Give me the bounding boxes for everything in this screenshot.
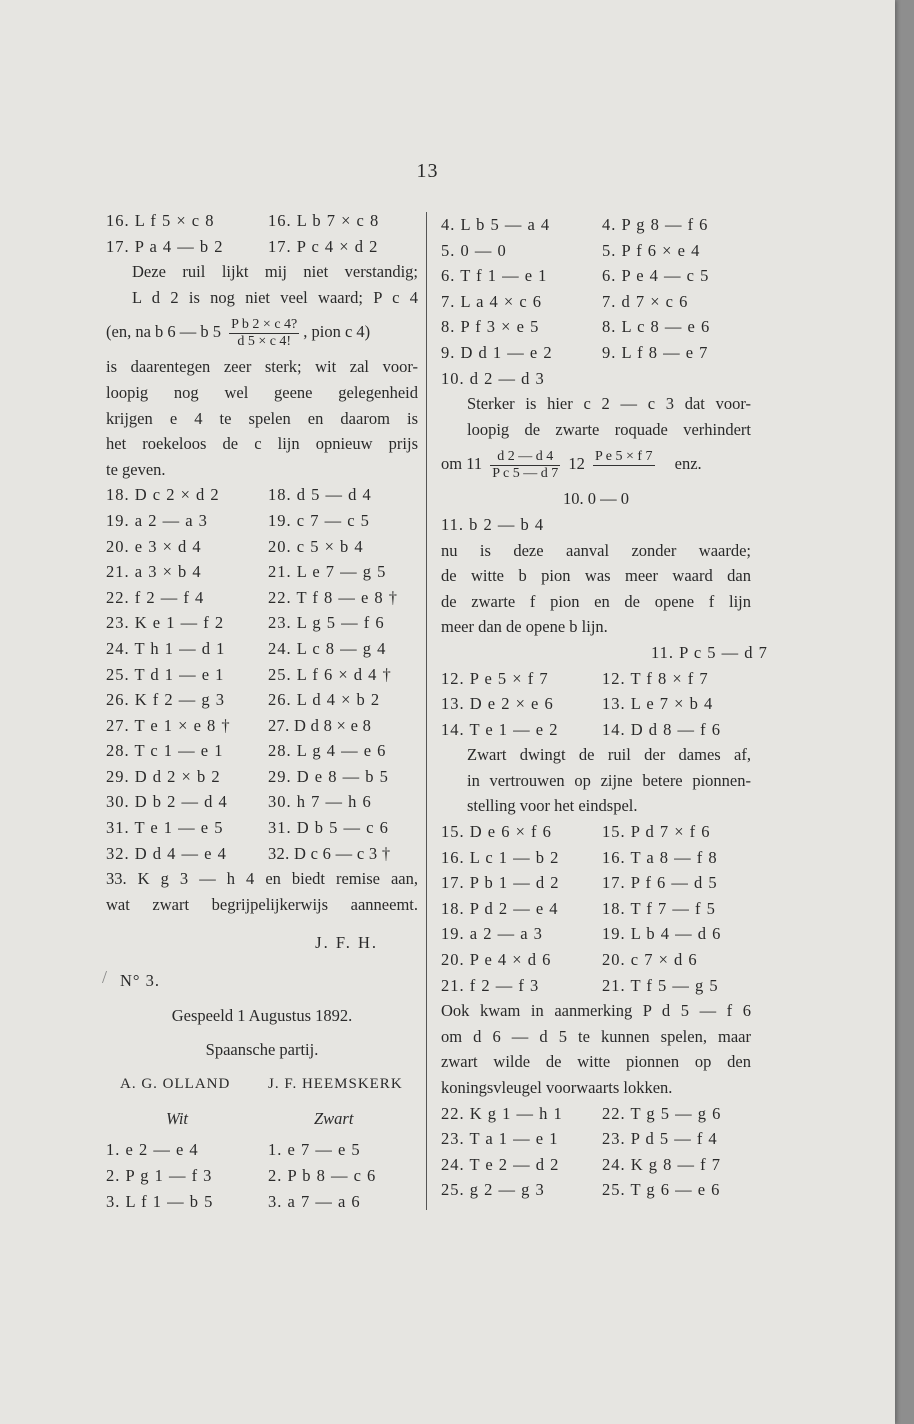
sides <box>106 1101 418 1137</box>
fraction-prefix: (en, na b 6 — b 5 <box>106 322 222 342</box>
text-line: zwart wilde de witte pionnen op den <box>441 1052 751 1072</box>
move-row <box>441 921 751 947</box>
black-move: 22. T g 5 — g 6 <box>602 1103 722 1123</box>
white-move: 26. K f 2 — g 3 <box>106 690 226 710</box>
fraction-numerator: P e 5 × f 7 <box>594 449 653 465</box>
move-row <box>106 738 418 764</box>
signature: J. F. H. <box>315 933 378 953</box>
black-move: 28. L g 4 — e 6 <box>268 741 387 761</box>
black-move: 1. e 7 — e 5 <box>268 1140 361 1160</box>
player-black: J. F. HEEMSKERK <box>268 1076 403 1093</box>
text-line: Sterker is hier c 2 — c 3 dat voor- <box>467 394 751 414</box>
moves-4-10 <box>441 212 751 391</box>
text-line: wat zwart begrijpelijkerwijs aanneemt. <box>106 894 418 914</box>
move-row <box>441 1152 751 1178</box>
pencil-mark-icon: / <box>102 967 109 988</box>
move-row <box>106 713 418 739</box>
text-line: te geven. <box>106 459 166 479</box>
move-row <box>106 815 418 841</box>
black-move: 17. P f 6 — d 5 <box>602 873 718 893</box>
move-row <box>106 559 418 585</box>
white-move: 12. P e 5 × f 7 <box>441 668 549 688</box>
black-move: 6. P e 4 — c 5 <box>602 266 710 286</box>
white-move: 5. 0 — 0 <box>441 240 507 260</box>
text-line: is daarentegen zeer sterk; wit zal voor- <box>106 357 418 377</box>
white-move: 2. P g 1 — f 3 <box>106 1166 213 1186</box>
text-line: L d 2 is nog niet veel waard; P c 4 <box>132 287 418 307</box>
white-move: 32. D d 4 — e 4 <box>106 843 227 863</box>
fraction-denominator <box>593 466 655 482</box>
move-row <box>441 238 751 264</box>
black-move: 19. c 7 — c 5 <box>268 510 370 530</box>
white-move: 11. b 2 — b 4 <box>441 514 545 534</box>
page-number: 13 <box>416 160 439 182</box>
fraction <box>229 317 299 350</box>
fraction <box>490 449 560 482</box>
commentary-sterker <box>441 391 751 442</box>
text-line: krijgen e 4 te spelen en daarom is <box>106 408 418 428</box>
text-line: de zwarte f pion en de opene f lijn <box>441 591 751 611</box>
black-move: 29. D e 8 — b 5 <box>268 766 389 786</box>
move-row <box>106 636 418 662</box>
black-move: 17. P c 4 × d 2 <box>268 236 379 256</box>
fraction-suffix: , pion c 4) <box>303 322 371 342</box>
white-move: 10. d 2 — d 3 <box>441 368 545 388</box>
final-move-text <box>106 866 418 917</box>
move-row <box>441 973 751 999</box>
white-move: 21. f 2 — f 3 <box>441 975 540 995</box>
fraction-suffix: enz. <box>674 454 702 474</box>
black-move: 5. P f 6 × e 4 <box>602 240 701 260</box>
white-move: 6. T f 1 — e 1 <box>441 266 548 286</box>
white-move: 31. T e 1 — e 5 <box>106 818 224 838</box>
moves-12-14 <box>441 666 751 743</box>
white-move: 16. L f 5 × c 8 <box>106 211 215 230</box>
move-row <box>106 208 418 234</box>
move-row <box>106 764 418 790</box>
black-move: 21. L e 7 — g 5 <box>268 562 387 582</box>
fraction-denominator: d 5 × c 4! <box>237 334 292 350</box>
white-move: 20. P e 4 × d 6 <box>441 950 552 970</box>
moves-16-17 <box>106 208 418 259</box>
left-column <box>102 208 418 1214</box>
move-row <box>441 896 751 922</box>
fraction-numerator: d 2 — d 4 <box>490 449 560 466</box>
white-move: 28. T c 1 — e 1 <box>106 741 224 761</box>
commentary-continued <box>106 354 418 482</box>
move-row <box>106 1137 418 1163</box>
text-line: Deze ruil lijkt mij niet verstandig; <box>132 262 418 282</box>
move-row <box>106 610 418 636</box>
black-move: 31. D b 5 — c 6 <box>268 818 389 838</box>
move-row <box>441 947 751 973</box>
move-row <box>106 841 418 867</box>
white-move: 3. L f 1 — b 5 <box>106 1191 214 1211</box>
black-move: 23. P d 5 — f 4 <box>602 1129 718 1149</box>
black-move: 25. L f 6 × d 4 † <box>268 664 392 684</box>
game-number <box>102 963 418 999</box>
move-row <box>106 687 418 713</box>
black-move: 22. T f 8 — e 8 † <box>268 587 399 607</box>
text-line: loopig nog wel geene gelegenheid <box>106 382 418 402</box>
move-row <box>441 717 751 743</box>
move-row <box>106 585 418 611</box>
text-line: 33. K g 3 — h 4 en biedt remise aan, <box>106 869 418 889</box>
move-row <box>441 366 751 392</box>
text-line: nu is deze aanval zonder waarde; <box>441 540 751 560</box>
text-line: stelling voor het eindspel. <box>467 796 638 816</box>
black-move: 27. D d 8 × e 8 <box>268 715 372 735</box>
right-column <box>441 212 768 1203</box>
move-row <box>106 534 418 560</box>
commentary-dames <box>441 742 751 819</box>
white-move: 8. P f 3 × e 5 <box>441 317 540 337</box>
text-line: in vertrouwen op zijne betere pionnen- <box>467 770 751 790</box>
black-move: 4. P g 8 — f 6 <box>602 215 709 234</box>
black-move: 18. d 5 — d 4 <box>268 485 372 505</box>
white-move: 9. D d 1 — e 2 <box>441 342 553 362</box>
move-row <box>106 1189 418 1215</box>
moves-22-25 <box>441 1101 751 1203</box>
move-row <box>441 289 751 315</box>
text-line: meer dan de opene b lijn. <box>441 617 608 637</box>
side-black: Zwart <box>314 1109 354 1129</box>
white-move: 23. T a 1 — e 1 <box>441 1129 559 1149</box>
game-number-text: N° 3. <box>120 971 161 991</box>
white-move: 18. D c 2 × d 2 <box>106 485 220 505</box>
move-row <box>441 340 751 366</box>
black-move: 23. L g 5 — f 6 <box>268 613 385 633</box>
move-row <box>106 662 418 688</box>
move-row <box>441 819 751 845</box>
text-line: koningsvleugel voorwaarts lokken. <box>441 1078 673 1097</box>
white-move: 24. T e 2 — d 2 <box>441 1154 560 1174</box>
black-move: 9. L f 8 — e 7 <box>602 342 709 362</box>
move-row <box>441 870 751 896</box>
black-move: 30. h 7 — h 6 <box>268 792 372 812</box>
commentary-ruil <box>106 259 418 310</box>
white-move: 19. a 2 — a 3 <box>441 924 543 944</box>
move-row <box>106 1163 418 1189</box>
white-move: 17. P a 4 — b 2 <box>106 236 224 256</box>
text-line: om d 6 — d 5 te kunnen spelen, maar <box>441 1026 751 1046</box>
move-row <box>441 666 751 692</box>
column-divider <box>426 212 427 1210</box>
black-move: 15. P d 7 × f 6 <box>602 822 711 842</box>
black-move: 32. D c 6 — c 3 † <box>268 843 391 863</box>
move-row <box>106 482 418 508</box>
fraction-denominator: P c 5 — d 7 <box>492 466 559 482</box>
white-move: 24. T h 1 — d 1 <box>106 638 226 658</box>
white-move: 7. L a 4 × c 6 <box>441 291 543 311</box>
white-move: 22. f 2 — f 4 <box>106 587 205 607</box>
move-row <box>106 508 418 534</box>
white-move: 29. D d 2 × b 2 <box>106 766 221 786</box>
white-move: 16. L c 1 — b 2 <box>441 847 560 867</box>
black-move: 24. L c 8 — g 4 <box>268 638 387 658</box>
move-row <box>441 1126 751 1152</box>
black-move: 8. L c 8 — e 6 <box>602 317 711 337</box>
white-move: 19. a 2 — a 3 <box>106 510 208 530</box>
white-move: 30. D b 2 — d 4 <box>106 792 228 812</box>
text-line: Ook kwam in aanmerking P d 5 — f 6 <box>441 1001 751 1021</box>
text-line: de witte b pion was meer waard dan <box>441 566 751 586</box>
move-row <box>106 789 418 815</box>
black-move: 19. L b 4 — d 6 <box>602 924 722 944</box>
fraction-prefix: om 11 <box>441 454 483 474</box>
fraction <box>593 449 655 482</box>
white-move: 22. K g 1 — h 1 <box>441 1103 563 1123</box>
white-move: 15. D e 6 × f 6 <box>441 822 552 842</box>
move-row <box>441 640 768 666</box>
move-row <box>441 1101 751 1127</box>
black-move: 2. P b 8 — c 6 <box>268 1166 377 1186</box>
black-move: 12. T f 8 × f 7 <box>602 668 709 688</box>
move-row <box>441 212 751 238</box>
move-row <box>106 234 418 260</box>
moves-15-21 <box>441 819 751 998</box>
black-move: 16. L b 7 × c 8 <box>268 211 380 230</box>
moves-1-3 <box>106 1137 418 1214</box>
fraction-line <box>106 310 418 354</box>
white-move: 18. P d 2 — e 4 <box>441 898 559 918</box>
opening-name: Spaansche partij. <box>205 1040 319 1060</box>
move-row <box>441 1177 751 1203</box>
black-move: 10. 0 — 0 <box>563 489 629 509</box>
black-move: 7. d 7 × c 6 <box>602 291 689 311</box>
black-move: 20. c 7 × d 6 <box>602 950 698 970</box>
black-move: 11. P c 5 — d 7 <box>651 642 768 662</box>
black-move: 20. c 5 × b 4 <box>268 536 364 556</box>
move-row <box>441 486 751 512</box>
white-move: 4. L b 5 — a 4 <box>441 215 551 234</box>
white-move: 25. T d 1 — e 1 <box>106 664 225 684</box>
white-move: 1. e 2 — e 4 <box>106 1140 199 1160</box>
commentary-aanmerking <box>441 998 751 1100</box>
moves-18-32 <box>106 482 418 866</box>
text-line: Zwart dwingt de ruil der dames af, <box>467 745 751 765</box>
text-line: het roekeloos de c lijn opnieuw prijs <box>106 434 418 454</box>
black-move: 21. T f 5 — g 5 <box>602 975 719 995</box>
black-move: 25. T g 6 — e 6 <box>602 1180 721 1200</box>
player-white: A. G. OLLAND <box>120 1076 231 1093</box>
black-move: 16. T a 8 — f 8 <box>602 847 718 867</box>
white-move: 27. T e 1 × e 8 † <box>106 715 231 735</box>
fraction-numerator: P b 2 × c 4? <box>231 317 298 333</box>
black-move: 26. L d 4 × b 2 <box>268 690 381 710</box>
white-move: 20. e 3 × d 4 <box>106 536 202 556</box>
white-move: 14. T e 1 — e 2 <box>441 719 559 739</box>
text-line: loopig de zwarte roquade verhindert <box>467 419 751 439</box>
move-row <box>441 314 751 340</box>
side-white: Wit <box>166 1109 189 1129</box>
black-move: 13. L e 7 × b 4 <box>602 694 714 714</box>
commentary-aanval <box>441 538 751 640</box>
white-move: 25. g 2 — g 3 <box>441 1180 545 1200</box>
move-row <box>441 845 751 871</box>
white-move: 13. D e 2 × e 6 <box>441 694 554 714</box>
fraction-line <box>441 442 751 486</box>
fraction-mid: 12 <box>568 454 585 474</box>
players <box>106 1067 418 1101</box>
white-move: 17. P b 1 — d 2 <box>441 873 560 893</box>
move-row <box>441 691 751 717</box>
black-move: 24. K g 8 — f 7 <box>602 1154 722 1174</box>
black-move: 3. a 7 — a 6 <box>268 1191 361 1211</box>
move-row <box>441 512 751 538</box>
white-move: 23. K e 1 — f 2 <box>106 613 225 633</box>
white-move: 21. a 3 × b 4 <box>106 562 202 582</box>
black-move: 18. T f 7 — f 5 <box>602 898 716 918</box>
black-move: 14. D d 8 — f 6 <box>602 719 722 739</box>
played-date: Gespeeld 1 Augustus 1892. <box>171 1006 353 1026</box>
move-row <box>441 263 751 289</box>
